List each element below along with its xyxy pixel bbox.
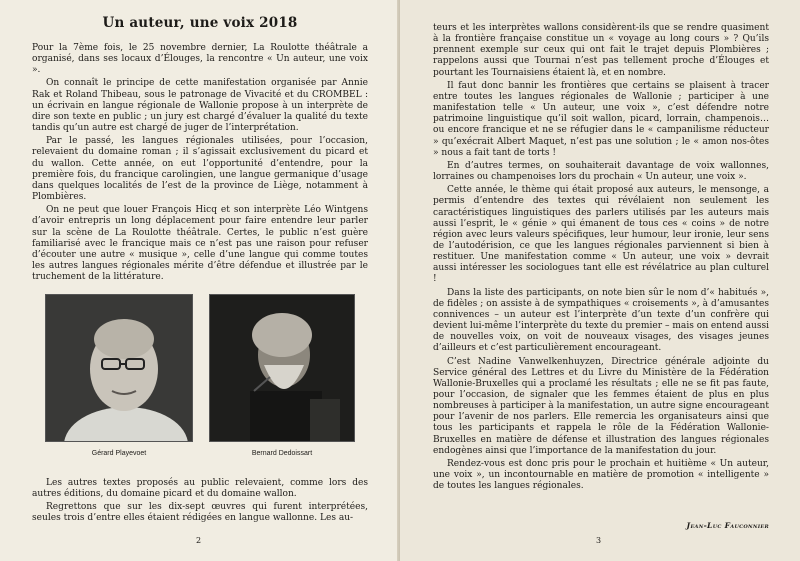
paragraph: Regrettons que sur les dix-sept œuvres qui furent interprétées, seules trois d’entre elles étaient rédigées en langue wallonne. Les au- [32, 502, 368, 524]
caption-text: Bernard Dedoissart [251, 450, 313, 457]
paragraph: Il faut donc bannir les frontières que certains se plaisent à tracer entre toutes les langues régionales de Wallonie ; participer à une manifestation telle « Un auteur, une voix », c’est défendre notre patrimoine linguistique qu’il soit wallon, picard, lorrain, champenois… ou encore francique et ne se réfugier dans le « campanilisme réducteur » qu’exécrait Albert Maquet, n’est pas une solution ; le « amon nos-ôtes » nous a fait tant de torts ! [433, 80, 769, 158]
right-page [400, 0, 800, 561]
paragraph: On ne peut que louer François Hicq et son interprète Léo Wintgens d’avoir entrepris un long déplacement pour faire entendre leur parler sur la scène de La Roulotte théâtrale. Certes, le public n’est guère familiarisé avec le francique mais ce n’est pas une raison pour refuser d’écouter une autre « musique », celle d’une langue qui comme toutes les autres langues régionales mérite d’être défendue et illustrée par le truchement de la littérature. [32, 205, 368, 283]
paragraph: Dans la liste des participants, on note bien sûr le nom d’« habitués », de fidèles ; on assiste à de sympathiques « croisements », à d’amusantes connivences – un auteur est l’interprète d’un texte d’un confrère qui devient lui-même l’interprète du texte du premier – mais on entend aussi de nouvelles voix, on voit de nouveaux visages, des visages jeunes d’ailleurs et c’est particulièrement encourageant. [433, 287, 769, 354]
photo-caption-right [209, 450, 355, 457]
left-column-top [32, 43, 368, 285]
page-number-left: 2 [196, 536, 202, 545]
paragraph: teurs et les interprètes wallons considèrent-ils que se rendre quasiment à la frontière française constitue un « voyage au long cours » ? Qu’ils prennent exemple sur ceux qui ont fait le trajet depuis Plombières ; rappelons aussi que Tournai n’est pas tellement proche d’Élouges et pourtant les Tournaisiens étaient là, et en nombre. [433, 23, 769, 78]
left-column-bottom [32, 478, 368, 527]
caption-text: Gérard Playevoet [91, 450, 147, 457]
photo-caption-left [45, 450, 193, 457]
right-column [433, 23, 769, 494]
paragraph: Cette année, le thème qui était proposé aux auteurs, le mensonge, a permis d’entendre des textes qui révélaient non seulement les caractéristiques linguistiques des parlers utilisés par les auteurs mais aussi l’esprit, le « génie » qui émanent de tous ces « coins » de notre région avec leurs valeurs spécifiques, leur humour, leur ironie, leur sens de l’autodérision, ce que les langues régionales parviennent si bien à restituer. Une manifestation comme « Un auteur, une voix » devrait aussi intéresser les sociologues tant elle est révélatrice au plan culturel ! [433, 185, 769, 285]
article-title: Un auteur, une voix 2018 [102, 15, 298, 31]
paragraph: On connaît le principe de cette manifestation organisée par Annie Rak et Roland Thibeau, sous le patronage de Vivacité et du CROMBEL : un écrivain en langue régionale de Wallonie propose à un interprète de dire son texte en public ; un jury est chargé d’évaluer la qualité du texte tandis qu’un autre est chargé de juger de l’interprétation. [32, 78, 368, 134]
author-signature: Jean-Luc Fauconnier [686, 521, 769, 530]
page-number-right: 3 [596, 536, 602, 545]
paragraph: Pour la 7ème fois, le 25 novembre dernier, La Roulotte théâtrale a organisé, dans ses locaux d’Élouges, la rencontre « Un auteur, une voix ». [32, 43, 368, 76]
paragraph: Rendez-vous est donc pris pour le prochain et huitième « Un auteur, une voix », un incontournable en matière de promotion « intelligente » de toutes les langues régionales. [433, 458, 769, 492]
photo-bernard-dedoissart [209, 294, 355, 442]
paragraph: En d’autres termes, on souhaiterait davantage de voix wallonnes, lorraines ou champenoises lors du prochain « Un auteur, une voix ». [433, 160, 769, 183]
paragraph: Les autres textes proposés au public relevaient, comme lors des autres éditions, du domaine picard et du domaine wallon. [32, 478, 368, 500]
paragraph: C’est Nadine Vanwelkenhuyzen, Directrice générale adjointe du Service général des Lettres et du Livre du Ministère de la Fédération Wallonie-Bruxelles qui a proclamé les résultats ; elle ne se fit pas faute, pour l’occasion, de signaler que les femmes étaient de plus en plus nombreuses à participer à la manifestation, un autre signe encourageant pour l’avenir de nos parlers. Elle remercia les organisateurs ainsi que tous les participants et rappela le rôle de la Fédération Wallonie-Bruxelles en matière de défense et illustration des langues régionales endogènes ainsi que l’importance de la manifestation du jour. [433, 356, 769, 456]
paragraph: Par le passé, les langues régionales utilisées, pour l’occasion, relevaient du domaine roman ; il s’agissait exclusivement du picard et du wallon. Cette année, on eut l’opportunité d’entendre, pour la première fois, du francique carolingien, une langue germanique d’usage dans quelques localités de l’est de la province de Liège, notamment à Plombières. [32, 136, 368, 203]
photo-gerard-playevoet [45, 294, 193, 442]
